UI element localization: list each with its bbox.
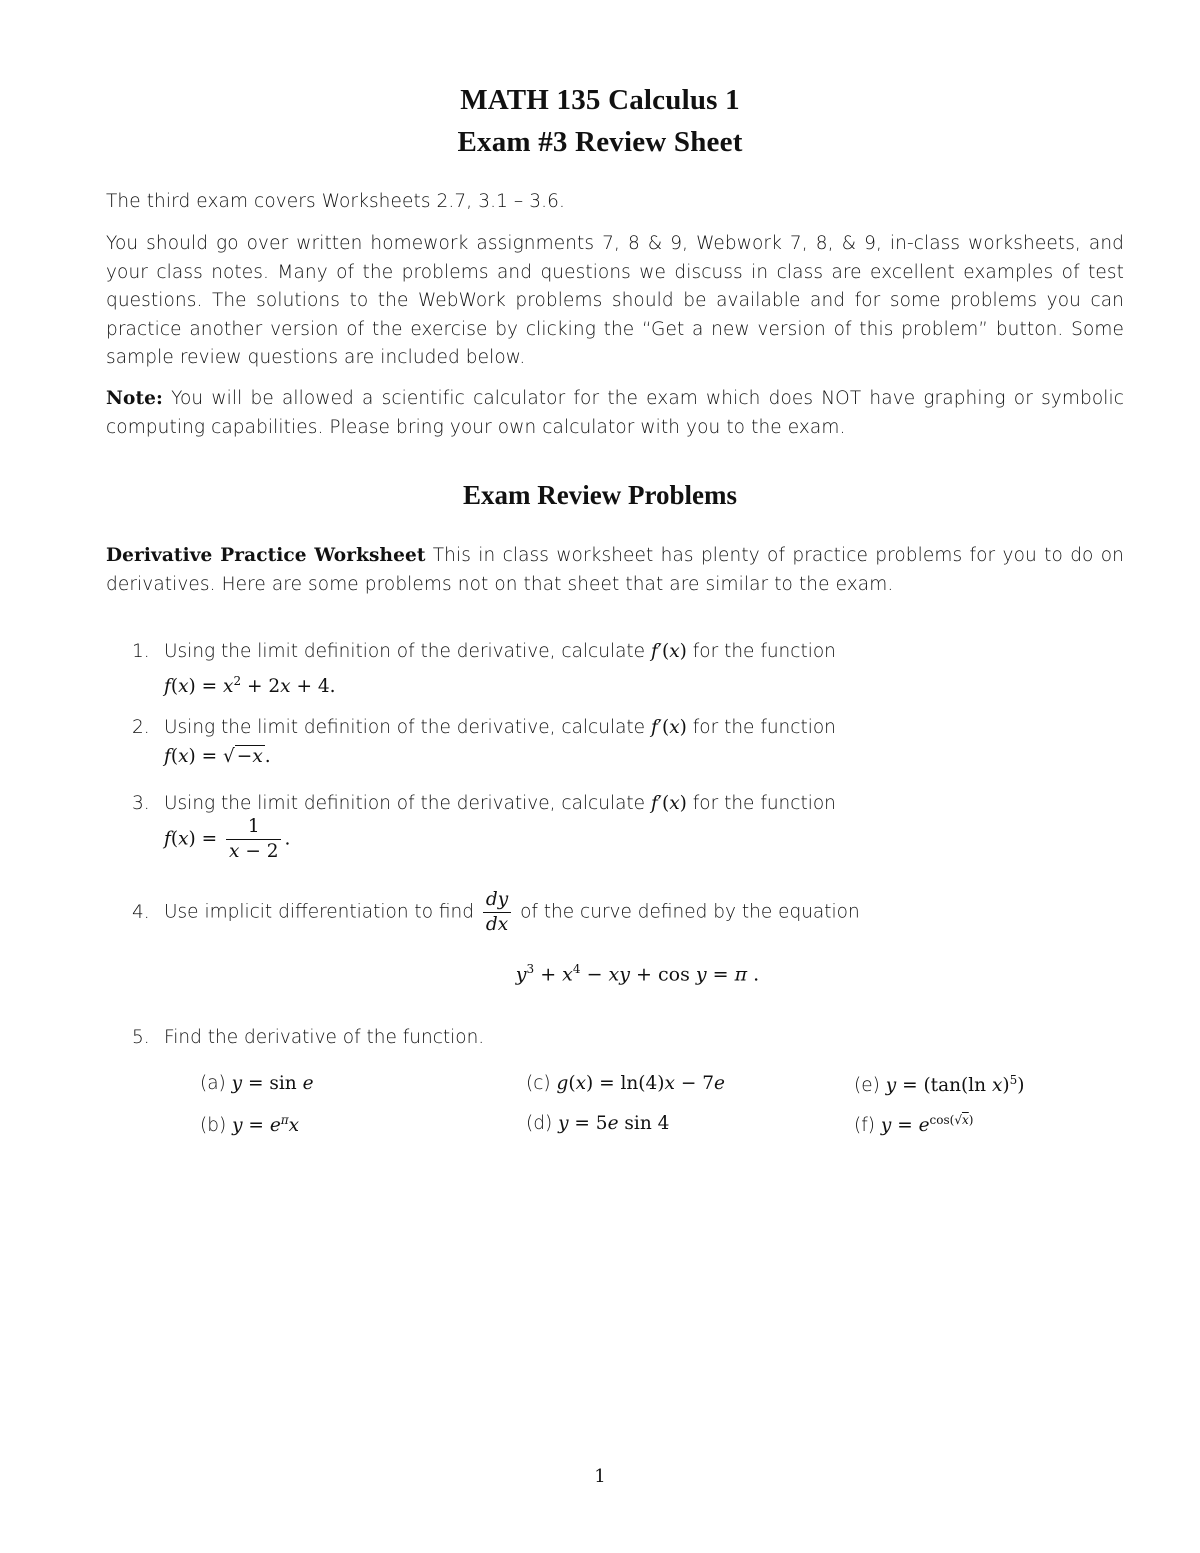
worksheet-label: Derivative Practice Worksheet [106, 545, 426, 566]
subpart-f: (f) $y = e^{cos(√x)}$ [854, 1113, 974, 1137]
problem-1 [132, 638, 1032, 701]
page-number: 1 [594, 1466, 606, 1487]
subpart-c: (c) g(x) = ln(4)x − 7e [526, 1073, 725, 1094]
problem-text: Find the derivative of the function. [164, 1027, 485, 1048]
worksheet-text: This in class worksheet has plenty of practice problems for you to do on derivatives. Here are some problems not on that sheet that are similar to the exam. [106, 545, 1124, 595]
note-text: You will be allowed a scientific calculator for the exam which does NOT have graphing or symbolic computing capabilities. Please bring your own calculator with you to the exam. [106, 388, 1124, 438]
subpart-b: (b) $y = e^\pi x$ [200, 1113, 300, 1137]
worksheet-paragraph [106, 542, 1124, 599]
problem-function: f(x) = √ −x . [164, 745, 271, 767]
problem-5 [132, 1024, 1032, 1053]
problem-number: 4. [132, 901, 150, 923]
section-title: Exam Review Problems [463, 480, 737, 510]
problem-text: Using the limit definition of the derivative, calculate f′(x) for the function [164, 641, 836, 662]
problem-number: 2. [132, 717, 150, 738]
problem-function: f(x) = $\frac{1}{x - 2}$ . [164, 815, 291, 862]
problem-text: Using the limit definition of the derivative, calculate f′(x) for the function [164, 793, 836, 814]
subpart-d: (d) y = 5e sin 4 [526, 1113, 670, 1134]
page-title: MATH 135 Calculus 1 [460, 84, 740, 116]
intro-coverage: The third exam covers Worksheets 2.7, 3.1 – 3.6. [106, 191, 565, 212]
problem-function: $f(x) = x^2 + 2x + 4$. [164, 673, 336, 697]
problem-number: 3. [132, 793, 150, 814]
problem-4 [132, 888, 1032, 937]
subpart-a: (a) y = sin e [200, 1073, 314, 1094]
problem-3 [132, 790, 1032, 864]
implicit-equation: $y^3 + x^4$ − xy + cos y = π . [515, 962, 760, 986]
problem-number: 5. [132, 1027, 150, 1048]
problem-number: 1. [132, 641, 150, 662]
problem-text: Using the limit definition of the derivative, calculate f′(x) for the function [164, 717, 836, 738]
problem-2 [132, 714, 1032, 771]
note-paragraph [106, 385, 1124, 442]
note-label: Note: [106, 388, 163, 409]
subpart-e: (e) y = (tan(ln x)$^5$) [854, 1073, 1025, 1097]
problem-text-after: of the curve defined by the equation [520, 901, 860, 923]
problem-text-before: Use implicit differentiation to find [164, 901, 475, 923]
intro-homework: You should go over written homework assignments 7, 8 & 9, Webwork 7, 8, & 9, in-class worksheets, and your class notes. Many of the problems and questions we discuss in class are excellent examples of test questions. The solutions to the WebWork problems should be available and for some problems you can practice another version of the exercise by clicking the “Get a new version of this problem” button. Some sample review questions are included below. [106, 233, 1124, 368]
dy-dx-fraction: $\frac{dy}{dx}$ [483, 888, 511, 937]
page-subtitle: Exam #3 Review Sheet [457, 126, 743, 158]
